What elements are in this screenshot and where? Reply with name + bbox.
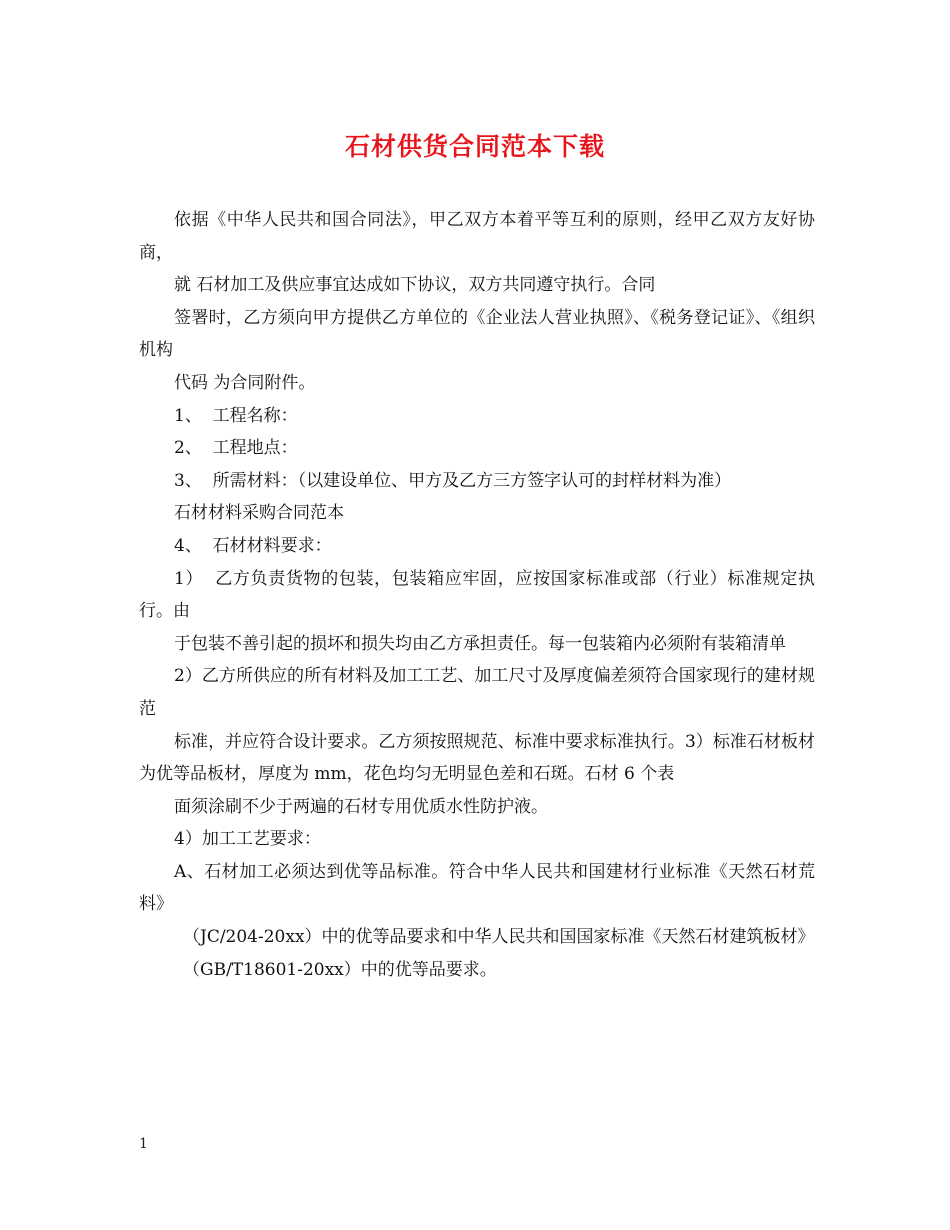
list-item: 1） 乙方负责货物的包装，包装箱应牢固，应按国家标准或部（行业）标准规定执行。由 bbox=[139, 568, 815, 622]
paragraph: （JC/204-20xx）中的优等品要求和中华人民共和国国家标准《天然石材建筑板材》 bbox=[183, 927, 815, 948]
paragraph: A、石材加工必须达到优等品标准。符合中华人民共和国建材行业标准《天然石材荒料》 bbox=[139, 861, 815, 915]
paragraph: 标准，并应符合设计要求。乙方须按照规范、标准中要求标准执行。3）标准石材板材为优等品板材，厚度为 mm，花色均匀无明显色差和石斑。石材 6 个表 bbox=[139, 731, 815, 785]
paragraph: 依据《中华人民共和国合同法》，甲乙双方本着平等互利的原则，经甲乙双方友好协商， bbox=[139, 210, 815, 263]
paragraph: （GB/T18601-20xx）中的优等品要求。 bbox=[183, 959, 497, 980]
document-title: 石材供货合同范本下载 bbox=[344, 132, 605, 161]
page-number: 1 bbox=[139, 1136, 148, 1152]
paragraph: 代码 为合同附件。 bbox=[174, 372, 316, 393]
paragraph: 就 石材加工及供应事宜达成如下协议，双方共同遵守执行。合同 bbox=[174, 275, 656, 296]
list-item: 2）乙方所供应的所有材料及加工工艺、加工尺寸及厚度偏差须符合国家现行的建材规范 bbox=[139, 666, 815, 719]
list-item: 1、 工程名称： bbox=[174, 405, 298, 426]
list-item: 4）加工工艺要求： bbox=[174, 829, 321, 850]
document-body bbox=[139, 204, 815, 986]
paragraph: 签署时，乙方须向甲方提供乙方单位的《企业法人营业执照》、《税务登记证》、《组织机构 bbox=[139, 307, 815, 361]
list-item: 2、 工程地点： bbox=[174, 438, 298, 459]
list-item: 3、 所需材料：（以建设单位、甲方及乙方三方签字认可的封样材料为准） bbox=[174, 470, 732, 491]
paragraph: 石材材料采购合同范本 bbox=[174, 503, 344, 524]
paragraph: 面须涂刷不少于两遍的石材专用优质水性防护液。 bbox=[174, 796, 548, 817]
list-item: 4、 石材材料要求： bbox=[174, 535, 332, 556]
paragraph: 于包装不善引起的损坏和损失均由乙方承担责任。每一包装箱内必须附有装箱清单 bbox=[174, 633, 786, 654]
